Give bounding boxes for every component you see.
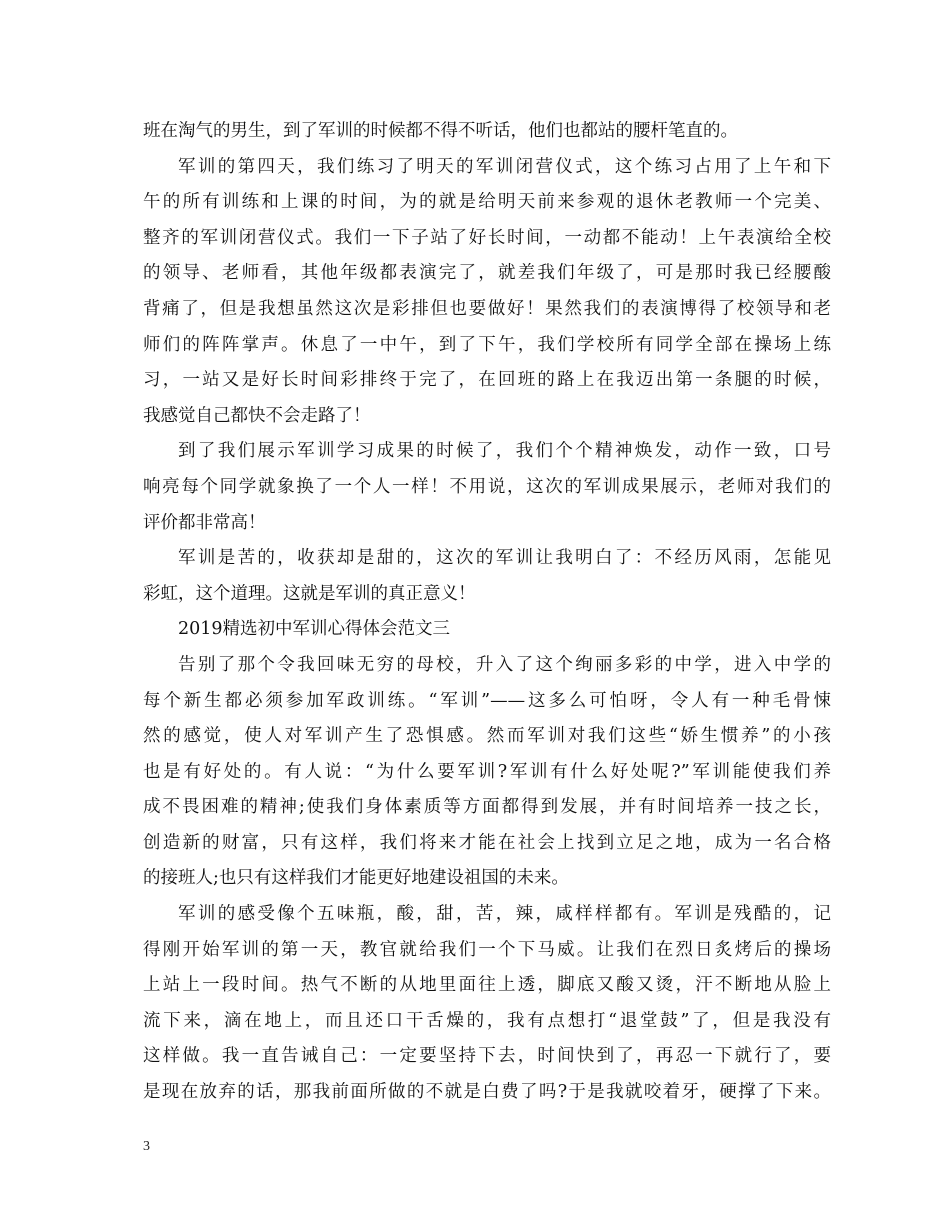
page-number: 3 — [143, 1139, 150, 1154]
text-line: 上站上一段时间。热气不断的从地里面往上透，脚底又酸又烫，汗不断地从脸上 — [143, 975, 831, 996]
text-line: 整齐的军训闭营仪式。我们一下子站了好长时间，一动都不能动！上午表演给全校 — [143, 227, 831, 248]
text-line: 的领导、老师看，其他年级都表演完了，就差我们年级了，可是那时我已经腰酸 — [143, 263, 831, 284]
text-line: 军训的第四天，我们练习了明天的军训闭营仪式，这个练习占用了上午和下 — [178, 156, 831, 177]
text-line: 创造新的财富，只有这样，我们将来才能在社会上找到立足之地，成为一名合格 — [143, 832, 831, 853]
text-line: 评价都非常高！ — [143, 512, 266, 533]
text-line: 这样做。我一直告诫自己：一定要坚持下去，时间快到了，再忍一下就行了，要 — [143, 1046, 831, 1067]
text-line: 然的感觉，使人对军训产生了恐惧感。然而军训对我们这些“娇生惯养”的小孩 — [143, 726, 831, 747]
text-line: 流下来，滴在地上，而且还口干舌燥的，我有点想打“退堂鼓”了，但是我没有 — [143, 1010, 831, 1031]
text-line: 到了我们展示军训学习成果的时候了，我们个个精神焕发，动作一致，口号 — [178, 441, 831, 462]
text-line: 每个新生都必须参加军政训练。“军训”——这多么可怕呀，令人有一种毛骨悚 — [143, 690, 831, 711]
text-line: 得刚开始军训的第一天，教官就给我们一个下马威。让我们在烈日炙烤后的操场 — [143, 939, 831, 960]
text-line: 午的所有训练和上课的时间，为的就是给明天前来参观的退休老教师一个完美、 — [143, 192, 831, 213]
text-line: 彩虹，这个道理。这就是军训的真正意义！ — [143, 583, 476, 604]
text-line: 是现在放弃的话，那我前面所做的不就是白费了吗?于是我就咬着牙，硬撑了下来。 — [143, 1082, 831, 1103]
text-line: 成不畏困难的精神;使我们身体素质等方面都得到发展，并有时间培养一技之长， — [143, 797, 831, 818]
text-line: 军训的感受像个五味瓶，酸，甜，苦，辣，咸样样都有。军训是残酷的，记 — [178, 904, 831, 925]
text-line: 师们的阵阵掌声。休息了一中午，到了下午，我们学校所有同学全部在操场上练 — [143, 334, 831, 355]
text-line: 习，一站又是好长时间彩排终于完了，在回班的路上在我迈出第一条腿的时候， — [143, 370, 831, 391]
text-line: 军训是苦的，收获却是甜的，这次的军训让我明白了：不经历风雨，怎能见 — [178, 548, 831, 569]
text-line: 告别了那个令我回味无穷的母校，升入了这个绚丽多彩的中学，进入中学的 — [178, 654, 831, 675]
text-line: 班在淘气的男生，到了军训的时候都不得不听话，他们也都站的腰杆笔直的。 — [143, 121, 738, 141]
section-heading: 2019精选初中军训心得体会范文三 — [178, 619, 451, 640]
text-line: 的接班人;也只有这样我们才能更好地建设祖国的未来。 — [143, 868, 569, 889]
text-line: 我感觉自己都快不会走路了！ — [143, 405, 371, 426]
text-line: 响亮每个同学就象换了一个人一样！不用说，这次的军训成果展示，老师对我们的 — [143, 476, 831, 497]
body-text — [143, 114, 831, 1111]
text-line: 也是有好处的。有人说：“为什么要军训?军训有什么好处呢?”军训能使我们养 — [143, 761, 831, 782]
text-line: 背痛了，但是我想虽然这次是彩排但也要做好！果然我们的表演博得了校领导和老 — [143, 298, 831, 319]
